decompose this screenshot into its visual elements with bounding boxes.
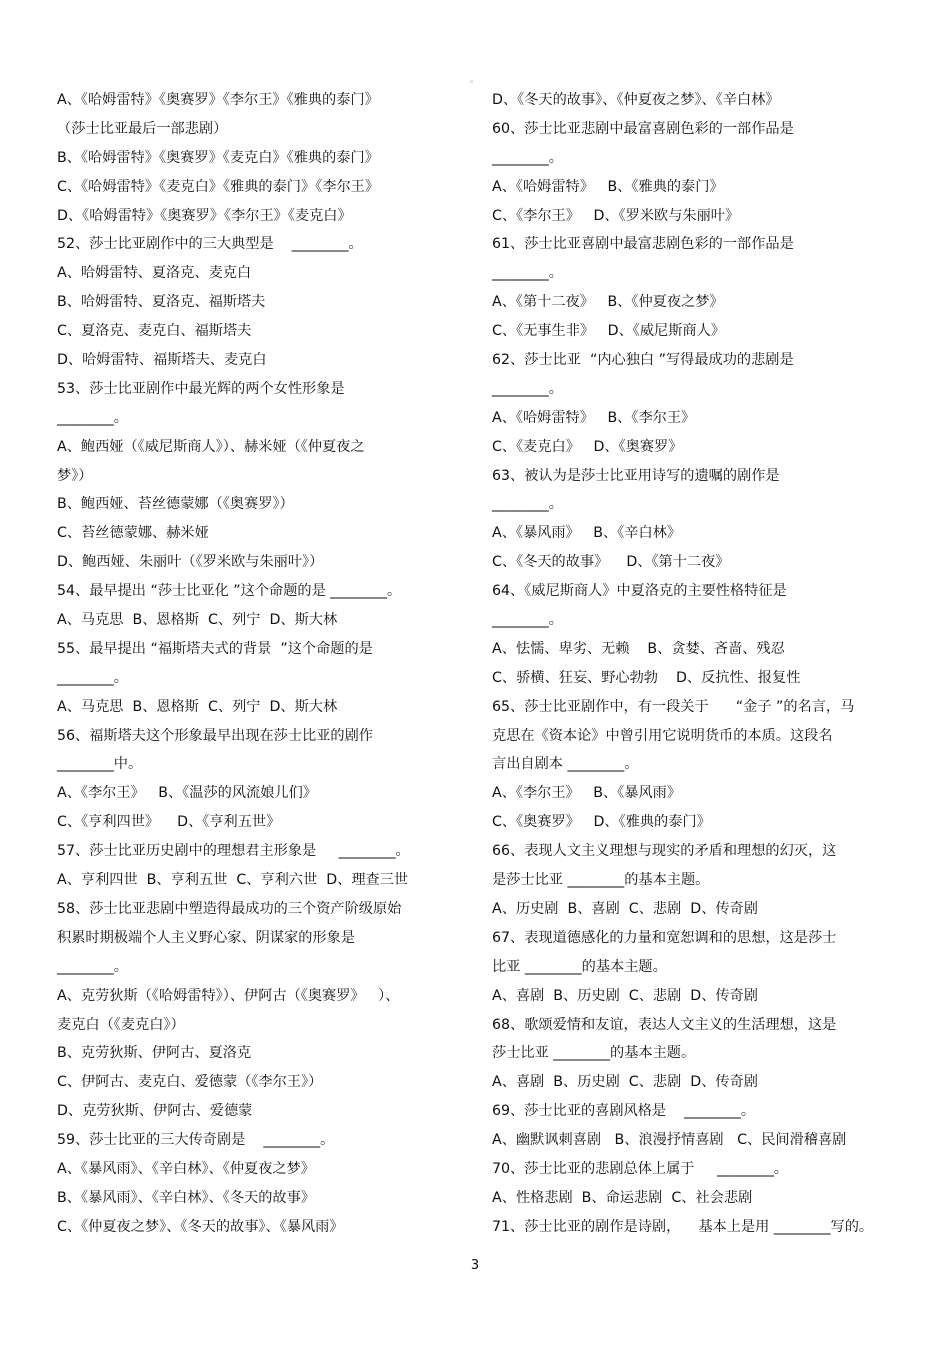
right-column-line: A、怯懦、卑劣、无赖 B、贪婪、吝啬、残忍 [492, 640, 785, 657]
right-column-line: 62、莎士比亚 “内心独白 ”写得最成功的悲剧是 [492, 352, 794, 369]
left-column-line: D、哈姆雷特、福斯塔夫、麦克白 [57, 352, 267, 369]
left-column-line: ________。 [57, 409, 128, 426]
right-column-line: 克思在《资本论》中曾引用它说明货币的本质。这段名 [492, 727, 833, 744]
right-column-line: C、《冬天的故事》 D、《第十二夜》 [492, 554, 730, 571]
left-column-line: A、《暴风雨》、《辛白林》、《仲夏夜之梦》 [57, 1160, 315, 1177]
right-column-line: C、骄横、狂妄、野心勃勃 D、反抗性、报复性 [492, 669, 801, 686]
left-column-line: ________。 [57, 958, 128, 975]
right-column [492, 86, 902, 1242]
left-column-line: 57、莎士比亚历史剧中的理想君主形象是 ________。 [57, 843, 410, 860]
right-column-line: 70、莎士比亚的悲剧总体上属于 ________。 [492, 1160, 788, 1177]
right-column-line: D、《冬天的故事》、《仲夏夜之梦》、《辛白林》 [492, 92, 780, 108]
right-column-line: A、《哈姆雷特》 B、《雅典的泰门》 [492, 178, 724, 195]
left-column-line: （莎士比亚最后一部悲剧） [57, 120, 228, 137]
right-column-line: 比亚 ________的基本主题。 [492, 958, 667, 975]
left-column-line: A、《李尔王》 B、《温莎的风流娘儿们》 [57, 785, 317, 802]
left-column-line: C、《哈姆雷特》《麦克白》《雅典的泰门》《李尔王》 [57, 178, 380, 195]
left-column-line: 54、最早提出 “莎士比亚化 ”这个命题的是 ________。 [57, 583, 402, 600]
page-number: 3 [470, 1258, 480, 1273]
right-column-line: A、幽默讽刺喜剧 B、浪漫抒情喜剧 C、民间滑稽喜剧 [492, 1132, 847, 1149]
left-column-line: D、克劳狄斯、伊阿古、爱德蒙 [57, 1103, 253, 1120]
right-column-line: 66、表现人文主义理想与现实的矛盾和理想的幻灭，这 [492, 843, 837, 860]
right-column-line: 69、莎士比亚的喜剧风格是 ________。 [492, 1103, 756, 1120]
left-column-line: C、伊阿古、麦克白、爱德蒙（《李尔王》） [57, 1074, 323, 1091]
left-column-line: 麦克白（《麦克白》） [57, 1016, 185, 1033]
right-column-line: ________。 [492, 149, 563, 166]
right-column-line: A、《暴风雨》 B、《辛白林》 [492, 525, 682, 542]
right-column-line: A、《哈姆雷特》 B、《李尔王》 [492, 409, 696, 426]
right-column-line: A、《第十二夜》 B、《仲夏夜之梦》 [492, 294, 724, 311]
left-column-line: A、亨利四世 B、亨利五世 C、亨利六世 D、理查三世 [57, 872, 409, 889]
left-column-line: A、哈姆雷特、夏洛克、麦克白 [57, 265, 252, 282]
left-column-line: C、《仲夏夜之梦》、《冬天的故事》、《暴风雨》 [57, 1218, 344, 1235]
left-column-line: B、鲍西娅、苔丝德蒙娜（《奥赛罗》） [57, 496, 294, 513]
right-column-line: A、性格悲剧 B、命运悲剧 C、社会悲剧 [492, 1189, 753, 1206]
right-column-line: 是莎士比亚 ________的基本主题。 [492, 872, 710, 889]
right-column-line: A、历史剧 B、喜剧 C、悲剧 D、传奇剧 [492, 900, 758, 917]
right-column-line: 71、莎士比亚的剧作是诗剧， 基本上是用 ________写的。 [492, 1218, 874, 1235]
left-column-line: C、《亨利四世》 D、《亨利五世》 [57, 814, 281, 831]
left-column-line: D、《哈姆雷特》《奥赛罗》《李尔王》《麦克白》 [57, 207, 352, 224]
header-mark: 。 [470, 75, 480, 85]
left-column-line: C、苔丝德蒙娜、赫米娅 [57, 525, 209, 542]
left-column-line: 52、莎士比亚剧作中的三大典型是 ________。 [57, 236, 363, 253]
left-column-line: 55、最早提出 “福斯塔夫式的背景 ”这个命题的是 [57, 640, 373, 657]
left-column-line: A、马克思 B、恩格斯 C、列宁 D、斯大林 [57, 612, 338, 629]
right-column-line: 65、莎士比亚剧作中，有一段关于 “金子 ”的名言，马 [492, 698, 855, 715]
left-column-line: A、鲍西娅（《威尼斯商人》）、赫米娅（《仲夏夜之 [57, 438, 365, 455]
right-column-line: 68、歌颂爱情和友谊，表达人文主义的生活理想，这是 [492, 1016, 837, 1033]
left-column-line: 53、莎士比亚剧作中最光辉的两个女性形象是 [57, 380, 345, 397]
right-column-line: 60、莎士比亚悲剧中最富喜剧色彩的一部作品是 [492, 120, 794, 137]
right-column-line: C、《麦克白》 D、《奥赛罗》 [492, 438, 683, 455]
right-column-line: 64、《威尼斯商人》中夏洛克的主要性格特征是 [492, 583, 787, 600]
left-column-line: A、克劳狄斯（《哈姆雷特》）、伊阿古（《奥赛罗》 ）、 [57, 987, 400, 1004]
left-column-line: 56、福斯塔夫这个形象最早出现在莎士比亚的剧作 [57, 727, 373, 744]
right-column-line: ________。 [492, 380, 563, 397]
left-column-line: B、《暴风雨》、《辛白林》、《冬天的故事》 [57, 1189, 315, 1206]
right-column-line: A、喜剧 B、历史剧 C、悲剧 D、传奇剧 [492, 1074, 758, 1091]
left-column-line: ________中。 [57, 756, 143, 773]
right-column-line: C、《奥赛罗》 D、《雅典的泰门》 [492, 814, 711, 831]
right-column-line: ________。 [492, 265, 563, 282]
left-column-line: D、鲍西娅、朱丽叶（《罗米欧与朱丽叶》） [57, 554, 324, 571]
right-column-line: 言出自剧本 ________。 [492, 756, 639, 773]
right-column-line: 61、莎士比亚喜剧中最富悲剧色彩的一部作品是 [492, 236, 794, 253]
right-column-line: ________。 [492, 496, 563, 513]
left-column-line: B、克劳狄斯、伊阿古、夏洛克 [57, 1045, 252, 1062]
right-column-line: A、《李尔王》 B、《暴风雨》 [492, 785, 682, 802]
left-column-line: ________。 [57, 669, 128, 686]
right-column-line: 莎士比亚 ________的基本主题。 [492, 1045, 696, 1062]
left-column-line: 59、莎士比亚的三大传奇剧是 ________。 [57, 1132, 335, 1149]
right-column-line: ________。 [492, 612, 563, 629]
left-column-line: 积累时期极端个人主义野心家、阴谋家的形象是 [57, 929, 355, 946]
right-column-line: 67、表现道德感化的力量和宽恕调和的思想，这是莎士 [492, 929, 837, 946]
left-column-line: A、《哈姆雷特》《奥赛罗》《李尔王》《雅典的泰门》 [57, 92, 379, 108]
left-column [57, 86, 467, 1242]
left-column-line: A、马克思 B、恩格斯 C、列宁 D、斯大林 [57, 698, 338, 715]
left-column-line: 58、莎士比亚悲剧中塑造得最成功的三个资产阶级原始 [57, 900, 402, 917]
right-column-line: C、《李尔王》 D、《罗米欧与朱丽叶》 [492, 207, 740, 224]
left-column-line: B、哈姆雷特、夏洛克、福斯塔夫 [57, 294, 266, 311]
right-column-line: 63、被认为是莎士比亚用诗写的遗嘱的剧作是 [492, 467, 780, 484]
left-column-line: B、《哈姆雷特》《奥赛罗》《麦克白》《雅典的泰门》 [57, 149, 379, 166]
left-column-line: C、夏洛克、麦克白、福斯塔夫 [57, 323, 252, 340]
right-column-line: A、喜剧 B、历史剧 C、悲剧 D、传奇剧 [492, 987, 758, 1004]
right-column-line: C、《无事生非》 D、《威尼斯商人》 [492, 323, 725, 340]
left-column-line: 梦》） [57, 467, 93, 484]
